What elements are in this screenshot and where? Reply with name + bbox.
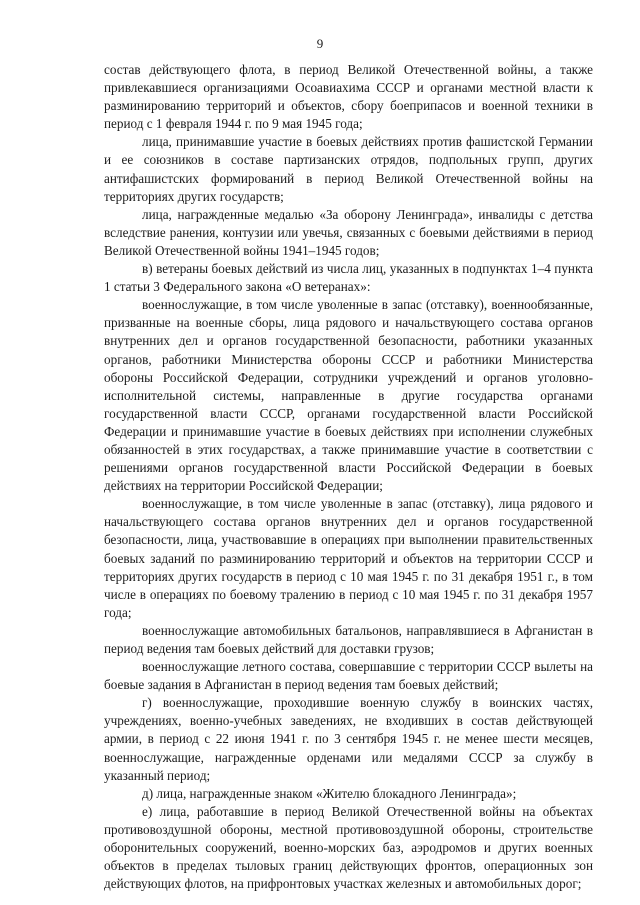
paragraph-11: е) лица, работавшие в период Великой Отечественной войны на объектах противовоздушной обороны, местной противовоздушной обороны, строительстве оборонительных сооружений, военно-морских баз, аэродромов и других военных объектов в пределах тыловых границ действующих фронтов, операционных зон действующих флотов, на прифронтовых участках железных и автомобильных дорог; bbox=[104, 803, 593, 892]
paragraph-5: военнослужащие, в том числе уволенные в запас (отставку), военнообязанные, призванные на военные сборы, лица рядового и начальствующего состава органов внутренних дел и органов государственной безопасности, работники указанных органов, работники Министерства обороны СССР и работники Министерства обороны Российской Федерации, сотрудники учреждений и органов уголовно-исполнительной системы, направленные в другие государства органами государственной власти СССР, органами государственной власти Российской Федерации и принимавшие участие в боевых действиях при исполнении служебных обязанностей в этих государствах, а также принимавшие участие в соответствии с решениями органов государственной власти Российской Федерации в боевых действиях на территории Российской Федерации; bbox=[104, 297, 593, 494]
paragraph-6: военнослужащие, в том числе уволенные в запас (отставку), лица рядового и начальствующего состава органов внутренних дел и органов государственной безопасности, лица, участвовавшие в операциях при выполнении правительственных боевых заданий по разминированию территорий и объектов на территории СССР и территориях других государств в период с 10 мая 1945 г. по 31 декабря 1951 г., в том числе в операциях по боевому тралению в период с 10 мая 1945 г. по 31 декабря 1957 года; bbox=[104, 496, 593, 620]
paragraph-4: в) ветераны боевых действий из числа лиц, указанных в подпунктах 1–4 пункта 1 статьи 3 Федерального закона «О ветеранах»: bbox=[104, 261, 593, 295]
page-number: 9 bbox=[316, 36, 324, 51]
paragraph-10: д) лица, награжденные знаком «Жителю блокадного Ленинграда»; bbox=[142, 785, 517, 801]
paragraph-2: лица, принимавшие участие в боевых действиях против фашистской Германии и ее союзников в составе партизанских отрядов, подпольных групп, других антифашистских формирований в период Великой Отечественной войны на территориях других государств; bbox=[104, 134, 593, 204]
paragraph-3: лица, награжденные медалью «За оборону Ленинграда», инвалиды с детства вследствие ранения, контузии или увечья, связанных с боевыми действиями в период Великой Отечественной войны 1941–1945 годов; bbox=[104, 206, 593, 258]
paragraph-9: г) военнослужащие, проходившие военную службу в воинских частях, учреждениях, военно-учебных заведениях, не входивших в состав действующей армии, в период с 22 июня 1941 г. по 3 сентября 1945 г. не менее шести месяцев, военнослужащие, награжденные орденами или медалями СССР за службу в указанный период; bbox=[104, 695, 593, 783]
paragraph-8: военнослужащие летного состава, совершавшие с территории СССР вылеты на боевые задания в Афганистан в период ведения там боевых действий; bbox=[104, 659, 593, 693]
paragraph-7: военнослужащие автомобильных батальонов, направлявшиеся в Афганистан в период ведения там боевых действий для доставки грузов; bbox=[104, 622, 593, 656]
paragraph-1: состав действующего флота, в период Великой Отечественной войны, а также привлекавшиеся организациями Осоавиахима СССР и органами местной власти к разминированию территорий и объектов, сбору боеприпасов и военной техники в период с 1 февраля 1944 г. по 9 мая 1945 года; bbox=[104, 62, 593, 132]
document-body bbox=[104, 61, 593, 893]
